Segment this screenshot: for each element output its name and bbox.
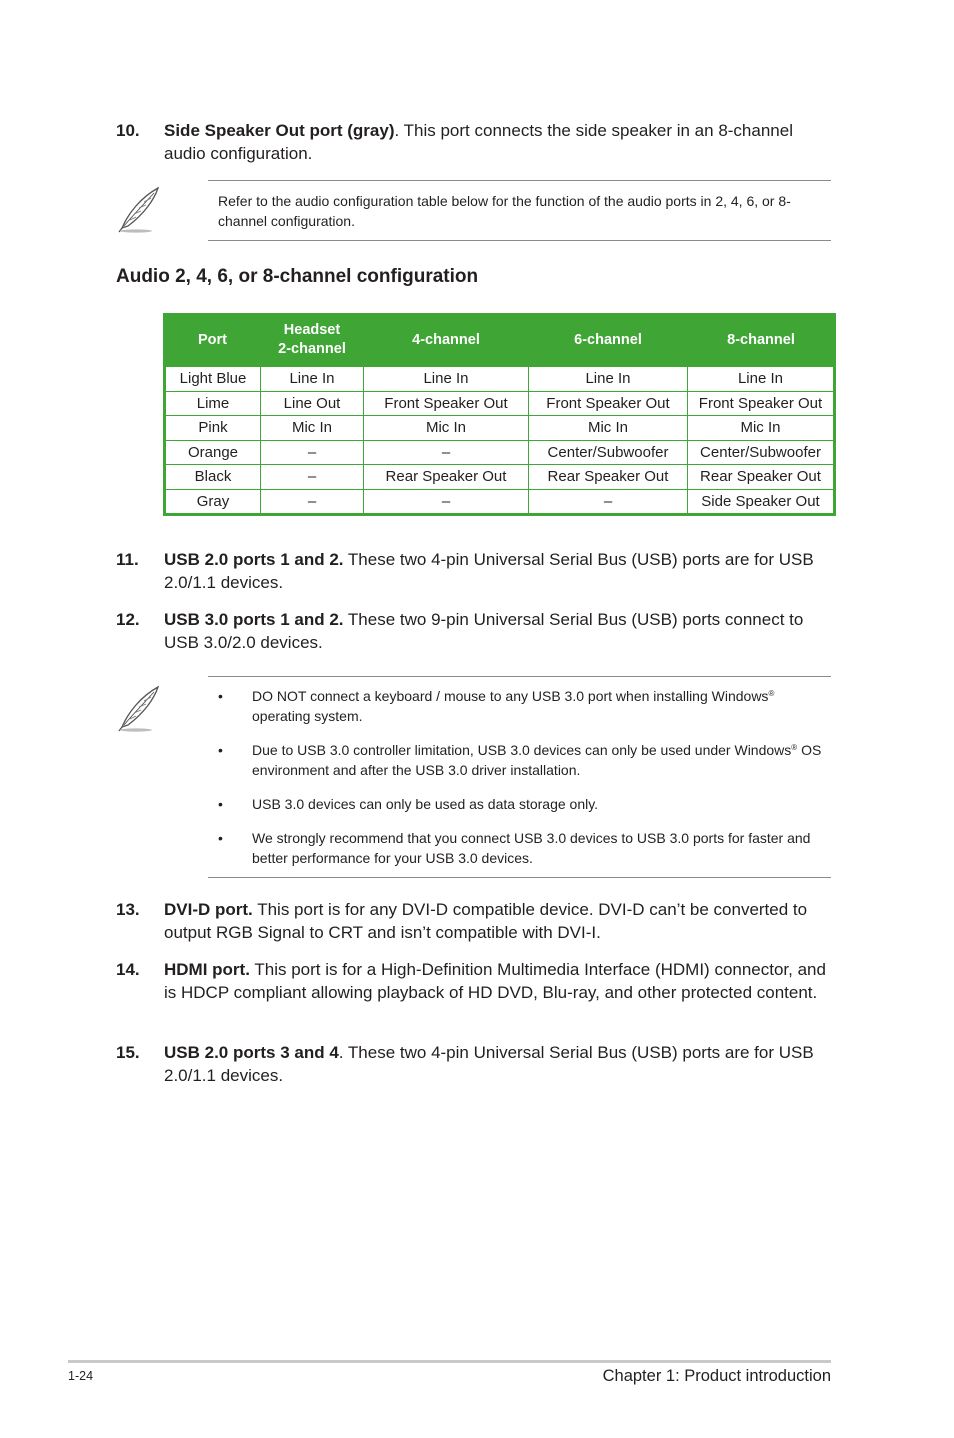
bullet-dot: • xyxy=(218,688,223,704)
item-title: USB 2.0 ports 3 and 4 xyxy=(164,1043,339,1062)
table-cell: Rear Speaker Out xyxy=(364,465,529,490)
bullet-text: USB 3.0 devices can only be used as data storage only. xyxy=(252,796,599,812)
item-text: . These two 4-pin Universal Serial Bus (USB) ports are for USB 2.0/1.1 devices. xyxy=(164,1043,814,1085)
item-title: USB 3.0 ports 1 and 2. xyxy=(164,610,344,629)
table-cell: – xyxy=(261,465,364,490)
pencil-note-icon xyxy=(114,184,164,236)
table-row xyxy=(165,440,835,465)
note-bullet xyxy=(218,686,830,726)
table-cell: Mic In xyxy=(364,416,529,441)
page-number: 1-24 xyxy=(68,1369,94,1383)
item-number: 12. xyxy=(116,610,140,629)
list-item-11 xyxy=(116,548,832,594)
table-cell: – xyxy=(364,489,529,515)
bullet-text: Due to USB 3.0 controller limitation, USB 3.0 devices can only be used under Windows xyxy=(252,742,792,758)
bullet-dot: • xyxy=(218,742,223,758)
registered-mark: ® xyxy=(791,743,798,752)
footer-rule xyxy=(68,1360,831,1363)
header-headset xyxy=(261,315,364,366)
list-item-13 xyxy=(116,898,832,944)
table-cell: Line In xyxy=(261,366,364,392)
table-cell: Pink xyxy=(165,416,261,441)
table-cell: Lime xyxy=(165,391,261,416)
table-cell: – xyxy=(261,489,364,515)
table-cell: – xyxy=(261,440,364,465)
header-port: Port xyxy=(165,315,261,366)
item-number: 14. xyxy=(116,960,140,979)
header-8-channel: 8-channel xyxy=(688,315,835,366)
table-cell: Line In xyxy=(364,366,529,392)
item-number: 13. xyxy=(116,900,140,919)
table-cell: Center/Subwoofer xyxy=(529,440,688,465)
item-title: DVI-D port. xyxy=(164,900,253,919)
table-cell: Mic In xyxy=(261,416,364,441)
list-item-15 xyxy=(116,1041,832,1087)
table-row xyxy=(165,416,835,441)
note-text: Refer to the audio configuration table below for the function of the audio ports in 2, 4, 6, or 8-channel configuration. xyxy=(218,193,791,229)
item-number: 10. xyxy=(116,121,140,140)
table-cell: Front Speaker Out xyxy=(364,391,529,416)
item-number: 15. xyxy=(116,1043,140,1062)
note-bullet xyxy=(218,828,830,868)
table-header-row xyxy=(165,315,835,366)
note-bottom-rule xyxy=(208,240,831,241)
note-top-rule xyxy=(208,676,831,677)
table-cell: Mic In xyxy=(529,416,688,441)
header-6-channel: 6-channel xyxy=(529,315,688,366)
table-cell: Light Blue xyxy=(165,366,261,392)
table-cell: Front Speaker Out xyxy=(688,391,835,416)
header-4-channel: 4-channel xyxy=(364,315,529,366)
item-text: This port is for any DVI-D compatible device. DVI-D can’t be converted to output RGB Signal to CRT and isn’t compatible with DVI-I. xyxy=(164,900,808,942)
pencil-note-icon xyxy=(114,683,164,735)
note-bullet xyxy=(218,794,830,814)
note-top-rule xyxy=(208,180,831,181)
item-text: . This port connects the side speaker in an 8-channel audio configuration. xyxy=(164,121,793,163)
note-bullet-list xyxy=(218,686,830,868)
item-number: 11. xyxy=(116,550,139,569)
table-cell: Line In xyxy=(529,366,688,392)
chapter-title: Chapter 1: Product introduction xyxy=(602,1367,831,1385)
list-item-10 xyxy=(116,119,832,165)
table-cell: Mic In xyxy=(688,416,835,441)
note-bullet xyxy=(218,740,830,780)
header-headset-line1: Headset xyxy=(283,322,341,338)
bullet-text: OS environment and after the USB 3.0 driver installation. xyxy=(252,742,822,778)
table-cell: Line Out xyxy=(261,391,364,416)
table-cell: Rear Speaker Out xyxy=(688,465,835,490)
table-row xyxy=(165,366,835,392)
bullet-text: operating system. xyxy=(252,708,363,724)
item-title: Side Speaker Out port (gray) xyxy=(164,121,395,140)
item-text: These two 9-pin Universal Serial Bus (USB) ports connect to USB 3.0/2.0 devices. xyxy=(164,610,804,652)
table-cell: Front Speaker Out xyxy=(529,391,688,416)
item-title: HDMI port. xyxy=(164,960,250,979)
audio-config-table xyxy=(163,313,836,516)
table-cell: Side Speaker Out xyxy=(688,489,835,515)
item-text: These two 4-pin Universal Serial Bus (USB) ports are for USB 2.0/1.1 devices. xyxy=(164,550,814,592)
header-headset-line2: 2-channel xyxy=(278,341,346,357)
item-text: This port is for a High-Definition Multimedia Interface (HDMI) connector, and is HDCP compliant allowing playback of HD DVD, Blu-ray, and other protected content. xyxy=(164,960,826,1002)
table-row xyxy=(165,465,835,490)
table-cell: Rear Speaker Out xyxy=(529,465,688,490)
registered-mark: ® xyxy=(768,689,775,698)
table-cell: Black xyxy=(165,465,261,490)
list-item-14 xyxy=(116,958,832,1004)
table-row xyxy=(165,391,835,416)
bullet-text: DO NOT connect a keyboard / mouse to any USB 3.0 port when installing Windows xyxy=(252,688,769,704)
bullet-dot: • xyxy=(218,830,223,846)
bullet-dot: • xyxy=(218,796,223,812)
table-cell: Center/Subwoofer xyxy=(688,440,835,465)
table-cell: Orange xyxy=(165,440,261,465)
list-item-12 xyxy=(116,608,832,654)
note-bottom-rule xyxy=(208,877,831,878)
section-title: Audio 2, 4, 6, or 8-channel configuration xyxy=(116,266,479,287)
table-cell: Line In xyxy=(688,366,835,392)
item-title: USB 2.0 ports 1 and 2. xyxy=(164,550,344,569)
table-cell: – xyxy=(364,440,529,465)
table-row xyxy=(165,489,835,515)
table-cell: – xyxy=(529,489,688,515)
table-cell: Gray xyxy=(165,489,261,515)
bullet-text: We strongly recommend that you connect USB 3.0 devices to USB 3.0 ports for faster and better performance for your USB 3.0 devices. xyxy=(252,830,811,866)
